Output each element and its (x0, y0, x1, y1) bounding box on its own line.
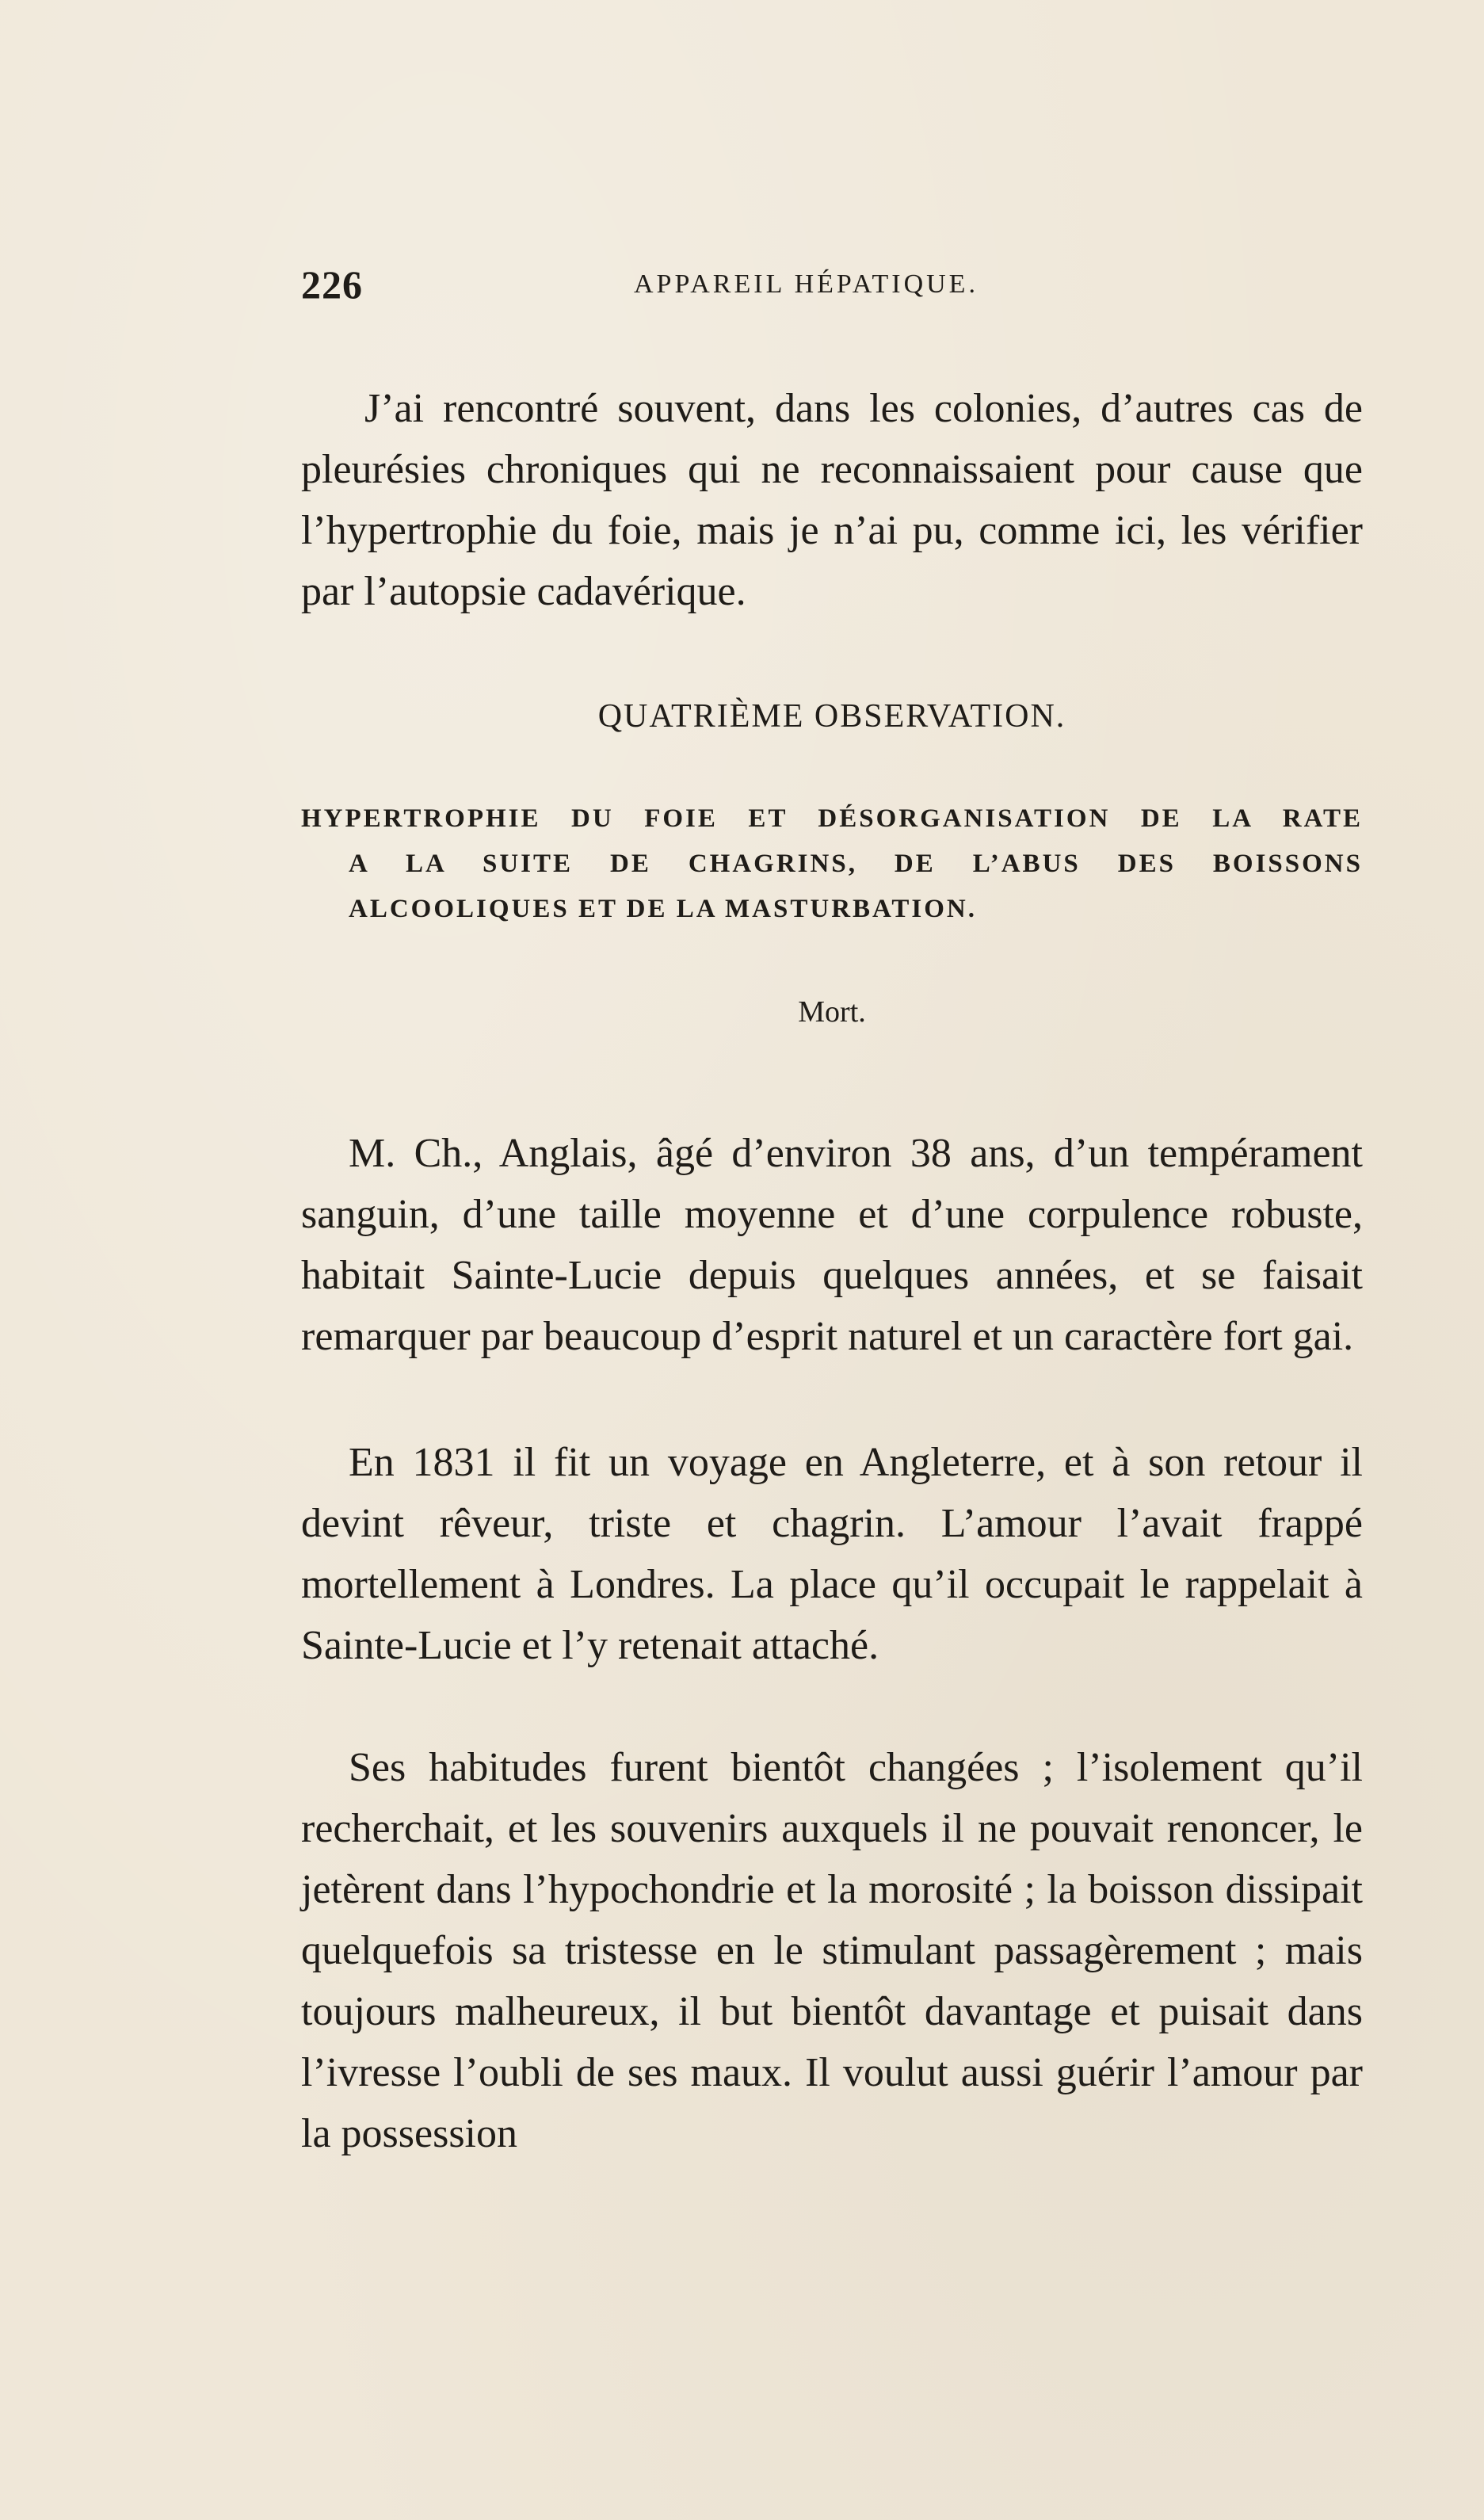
running-head: APPAREIL HÉPATIQUE. (634, 269, 979, 299)
observation-subtitle (301, 796, 1363, 932)
paragraph-habitudes: Ses habitudes furent bientôt changées ; l’isolement qu’il recherchait, et les souvenirs auxquels il ne pouvait renoncer, le jetèrent dans l’hypochondrie et la morosité ; la boisson dissipait quelquefois sa tristesse en le stimulant passagèrement ; mais toujours malheureux, il but bientôt davantage et puisait dans l’ivresse l’oubli de ses maux. Il voulut aussi guérir l’amour par la possession (301, 1745, 1363, 2156)
observation-outcome: Mort. (798, 995, 866, 1029)
paragraph-voyage: En 1831 il fit un voyage en Angleterre, et à son retour il devint rêveur, triste et chagrin. L’amour l’avait frappé mortellement à Londres. La place qu’il occupait le rappelait à Sainte-Lucie et l’y retenait attaché. (301, 1440, 1363, 1668)
observation-subtitle-line: A LA SUITE DE CHAGRINS, DE L’ABUS DES BOISSONS (349, 850, 1363, 878)
page-number: 226 (301, 262, 363, 307)
observation-subtitle-line: ALCOOLIQUES ET DE LA MASTURBATION. (349, 895, 978, 923)
page-header (301, 262, 1371, 309)
observation-title: QUATRIÈME OBSERVATION. (597, 698, 1066, 735)
paragraph-pleuresies: J’ai rencontré souvent, dans les colonies, d’autres cas de pleurésies chroniques qui ne reconnaissaient pour cause que l’hypertrophie du foie, mais je n’ai pu, comme ici, les vérifier par l’autopsie cadavérique. (301, 386, 1363, 614)
paragraph-patient-description: M. Ch., Anglais, âgé d’environ 38 ans, d’un tempérament sanguin, d’une taille moyenne et d’une corpulence robuste, habitait Sainte-Lucie depuis quelques années, et se faisait remarquer par beaucoup d’esprit naturel et un caractère fort gai. (301, 1131, 1363, 1359)
observation-subtitle-line: HYPERTROPHIE DU FOIE ET DÉSORGANISATION DE LA RATE (301, 804, 1363, 833)
